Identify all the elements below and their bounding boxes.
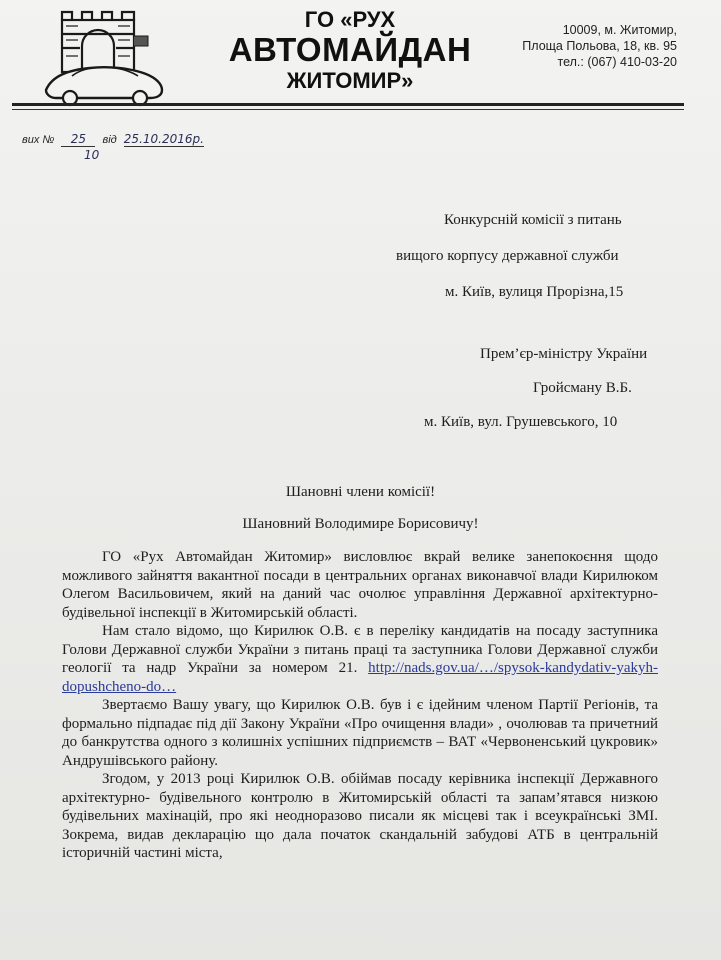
body-paragraph <box>62 622 658 696</box>
body-paragraph: ГО «Рух Автомайдан Житомир» висловлює вкрай велике занепокоєння щодо можливого зайняття вакантної посади в центральних органах виконавчої влади Кирилюком Олегом Васильовичем, який на даний час очолює управління Державної архітектурно-будівельної інспекції в Житомирській області. <box>62 549 658 621</box>
outgoing-number-sub: 10 <box>84 148 100 162</box>
letter-body <box>62 548 658 863</box>
address-line1: 10009, м. Житомир, <box>562 23 677 37</box>
addressee-line: Гройсману В.Б. <box>533 380 632 396</box>
outgoing-date-label: від <box>102 134 117 146</box>
body-paragraph: Звертаємо Вашу увагу, що Кирилюк О.В. був і є ідейним членом Партії Регіонів, та формально підпадає під дії Закону України «Про очищення влади» , очолював та причетний до банкрутства одного з колишніх успішних підприємств – ВАТ «Червоненський цукровик» Андрушівського району. <box>62 697 658 769</box>
outgoing-number-value: 25 <box>61 132 95 147</box>
header-divider-thick <box>12 103 684 106</box>
addressee-line: Прем’єр-міністру України <box>480 346 648 362</box>
salutation-prime-minister: Шановний Володимире Борисовичу! <box>242 516 479 532</box>
castle-car-logo <box>42 8 167 110</box>
outgoing-date-value: 25.10.2016р. <box>123 132 204 146</box>
org-name-line3: ЖИТОМИР» <box>286 68 414 93</box>
phone-number: тел.: (067) 410-03-20 <box>557 55 677 69</box>
outgoing-number-label: вих № <box>22 134 55 146</box>
body-paragraph: Згодом, у 2013 році Кирилюк О.В. обіймав посаду керівника інспекції Державного архітектурно- будівельного контролю в Житомирській області та запам’ятався низкою будівельних махінацій, про які неодноразово писали як місцеві так і всеукраїнські ЗМІ. Зокрема, видав декларацію що дала початок скандальній забудові АТБ в центральній історичній частині міста, <box>62 771 658 861</box>
body-paragraph-text: Нам стало відомо, що Кирилюк О.В. є в переліку кандидатів на посаду заступника Голови Державної служби України з питань праці та заступника Голови Державної служби геології та надр України за номером 21. <box>62 623 658 676</box>
addressee-line: м. Київ, вул. Грушевського, 10 <box>424 414 618 430</box>
organization-address <box>522 22 677 70</box>
salutation-commission: Шановні члени комісії! <box>285 484 436 500</box>
org-name-line2: АВТОМАЙДАН <box>228 31 472 68</box>
addressee-line: Конкурсній комісії з питань <box>444 212 622 228</box>
addressee-line: м. Київ, вулиця Прорізна,15 <box>445 284 624 300</box>
outgoing-number-block <box>22 132 204 162</box>
header-divider-thin <box>12 109 684 110</box>
organization-name <box>215 8 485 94</box>
org-name-line1: ГО «РУХ <box>304 7 396 32</box>
candidate-list-link[interactable]: http://nads.gov.ua/…/spysok-kandydativ-yakyh-dopushcheno-do… <box>62 660 658 695</box>
addressee-line: вищого корпусу державної служби <box>396 248 619 264</box>
address-line2: Площа Польова, 18, кв. 95 <box>522 39 677 53</box>
